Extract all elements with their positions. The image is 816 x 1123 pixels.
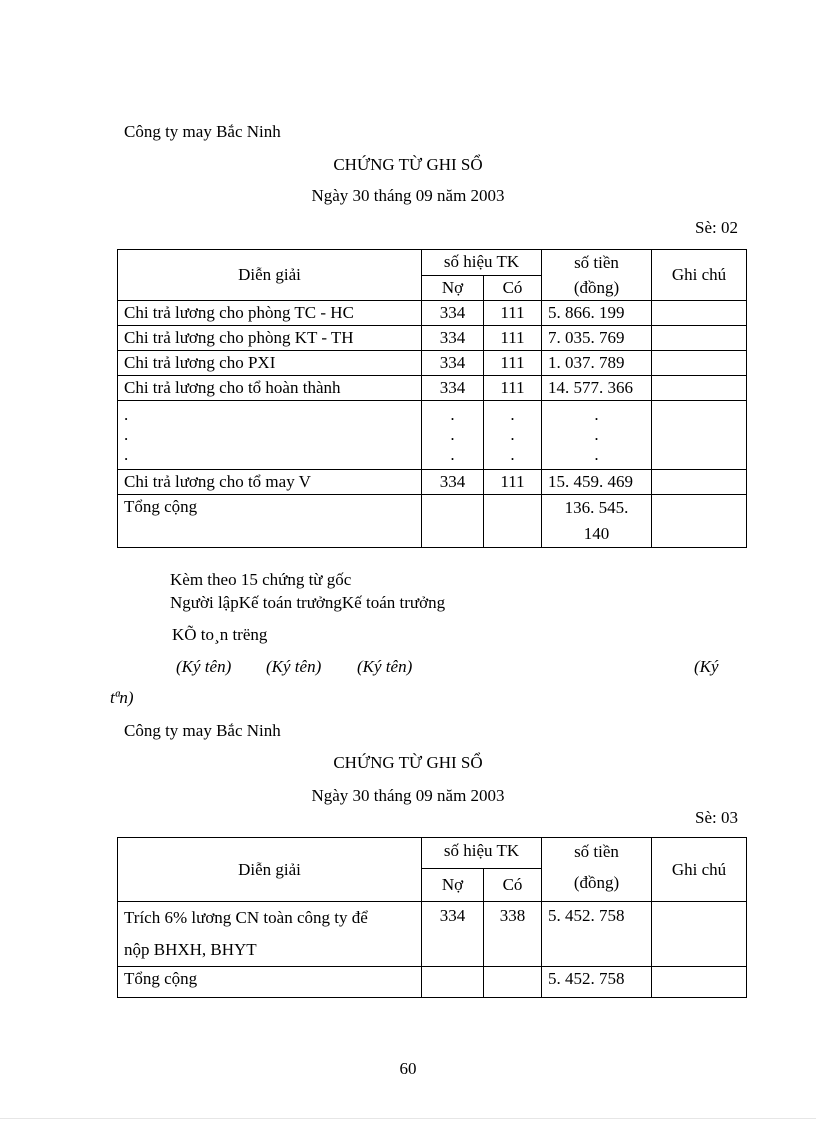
- signature-label-2: (Ký tên): [266, 657, 322, 676]
- total-row: [118, 495, 747, 548]
- header-amount: [542, 250, 652, 301]
- header-desc: Diễn giải: [118, 250, 422, 301]
- row-amount: 15. 459. 469: [542, 470, 652, 495]
- total-label: Tổng cộng: [118, 495, 422, 548]
- row-desc-line1: Trích 6% lương CN toàn công ty để: [124, 908, 368, 927]
- voucher-number: Sè: 03: [695, 808, 738, 827]
- header-amount-line1: số tiền: [574, 253, 619, 272]
- signature-label-3: (Ký tên): [357, 657, 413, 676]
- total-amount: [542, 495, 652, 548]
- table-header-row: [118, 250, 747, 276]
- row-debit: 334: [422, 326, 484, 351]
- header-debit: Nợ: [422, 869, 484, 902]
- row-amount: 14. 577. 366: [542, 376, 652, 401]
- row-desc: Chi trả lương cho tổ hoàn thành: [118, 376, 422, 401]
- row-credit: 111: [484, 351, 542, 376]
- table-row: [118, 376, 747, 401]
- ellipsis-dot: .: [450, 405, 455, 424]
- voucher-title: CHỨNG TỪ GHI SỔ: [333, 155, 483, 174]
- company-name: Công ty may Bắc Ninh: [124, 122, 281, 141]
- table-row: [118, 902, 747, 967]
- row-amount: 7. 035. 769: [542, 326, 652, 351]
- total-amount-line2: 140: [583, 524, 610, 543]
- voucher-number: Sè: 02: [695, 218, 738, 237]
- header-debit: Nợ: [422, 275, 484, 301]
- ellipsis-dot: .: [124, 405, 129, 424]
- signature-roles: Người lậpKế toán trưởngKế toán trưởng: [170, 593, 446, 612]
- voucher-table: [117, 837, 747, 998]
- signature-garbled-role: KÕ to¸n trëng: [172, 625, 268, 644]
- ellipsis-debit: [422, 401, 484, 470]
- voucher-title: CHỨNG TỪ GHI SỔ: [333, 753, 483, 772]
- row-note: [652, 326, 747, 351]
- total-credit: [484, 495, 542, 548]
- ellipsis-dot: .: [510, 405, 515, 424]
- row-note: [652, 351, 747, 376]
- ellipsis-amount: [542, 401, 652, 470]
- ellipsis-dot: .: [124, 445, 129, 464]
- voucher-table: [117, 249, 747, 548]
- table-header-row: [118, 838, 747, 869]
- page-bottom-divider: [0, 1118, 816, 1119]
- signature-label-4-start: (Ký: [694, 657, 719, 676]
- table-row: [118, 301, 747, 326]
- ellipsis-dot: .: [450, 425, 455, 444]
- signature-label-4-end: tªn): [110, 688, 134, 707]
- header-amount-line2: (đồng): [573, 873, 620, 892]
- header-amount: [542, 838, 652, 902]
- total-credit: [484, 967, 542, 998]
- header-amount-line1: số tiền: [574, 842, 619, 861]
- ellipsis-credit: [484, 401, 542, 470]
- row-debit: 334: [422, 902, 484, 967]
- ellipsis-dot: .: [594, 405, 599, 424]
- row-credit: 111: [484, 301, 542, 326]
- header-credit: Có: [484, 275, 542, 301]
- total-note: [652, 967, 747, 998]
- voucher-date: Ngày 30 tháng 09 năm 2003: [311, 186, 505, 205]
- total-debit: [422, 495, 484, 548]
- row-debit: 334: [422, 351, 484, 376]
- total-amount: 5. 452. 758: [542, 967, 652, 998]
- row-debit: 334: [422, 470, 484, 495]
- row-desc: Chi trả lương cho phòng KT - TH: [118, 326, 422, 351]
- company-name: Công ty may Bắc Ninh: [124, 721, 281, 740]
- page-number: 60: [399, 1059, 417, 1078]
- row-desc-line2: nộp BHXH, BHYT: [124, 940, 257, 959]
- row-credit: 111: [484, 326, 542, 351]
- table-row: [118, 326, 747, 351]
- row-credit: 111: [484, 376, 542, 401]
- ellipsis-dot: .: [594, 425, 599, 444]
- row-desc: [118, 902, 422, 967]
- ellipsis-dot: .: [510, 445, 515, 464]
- row-note: [652, 902, 747, 967]
- total-note: [652, 495, 747, 548]
- ellipsis-dot: .: [124, 425, 129, 444]
- total-label: Tổng cộng: [118, 967, 422, 998]
- row-amount: 1. 037. 789: [542, 351, 652, 376]
- ellipsis-dot: .: [510, 425, 515, 444]
- row-desc: Chi trả lương cho PXI: [118, 351, 422, 376]
- voucher-date: Ngày 30 tháng 09 năm 2003: [311, 786, 505, 805]
- row-note: [652, 301, 747, 326]
- row-credit: 338: [484, 902, 542, 967]
- table-row: [118, 351, 747, 376]
- ellipsis-dot: .: [450, 445, 455, 464]
- row-desc: Chi trả lương cho phòng TC - HC: [118, 301, 422, 326]
- attached-documents: Kèm theo 15 chứng từ gốc: [170, 570, 352, 589]
- row-amount: 5. 866. 199: [542, 301, 652, 326]
- total-row: [118, 967, 747, 998]
- header-amount-line2: (đồng): [573, 278, 620, 297]
- header-credit: Có: [484, 869, 542, 902]
- header-note: Ghi chú: [652, 250, 747, 301]
- total-debit: [422, 967, 484, 998]
- header-note: Ghi chú: [652, 838, 747, 902]
- row-note: [652, 376, 747, 401]
- ellipsis-note: [652, 401, 747, 470]
- row-note: [652, 470, 747, 495]
- ellipsis-row: [118, 401, 747, 470]
- header-desc: Diễn giải: [118, 838, 422, 902]
- total-amount-line1: 136. 545.: [564, 498, 629, 517]
- row-debit: 334: [422, 301, 484, 326]
- header-account: số hiệu TK: [422, 250, 542, 276]
- row-amount: 5. 452. 758: [542, 902, 652, 967]
- table-row: [118, 470, 747, 495]
- signature-label-1: (Ký tên): [176, 657, 232, 676]
- row-debit: 334: [422, 376, 484, 401]
- row-credit: 111: [484, 470, 542, 495]
- ellipsis-dot: .: [594, 445, 599, 464]
- ellipsis-desc: [118, 401, 422, 470]
- header-account: số hiệu TK: [422, 838, 542, 869]
- row-desc: Chi trả lương cho tổ may V: [118, 470, 422, 495]
